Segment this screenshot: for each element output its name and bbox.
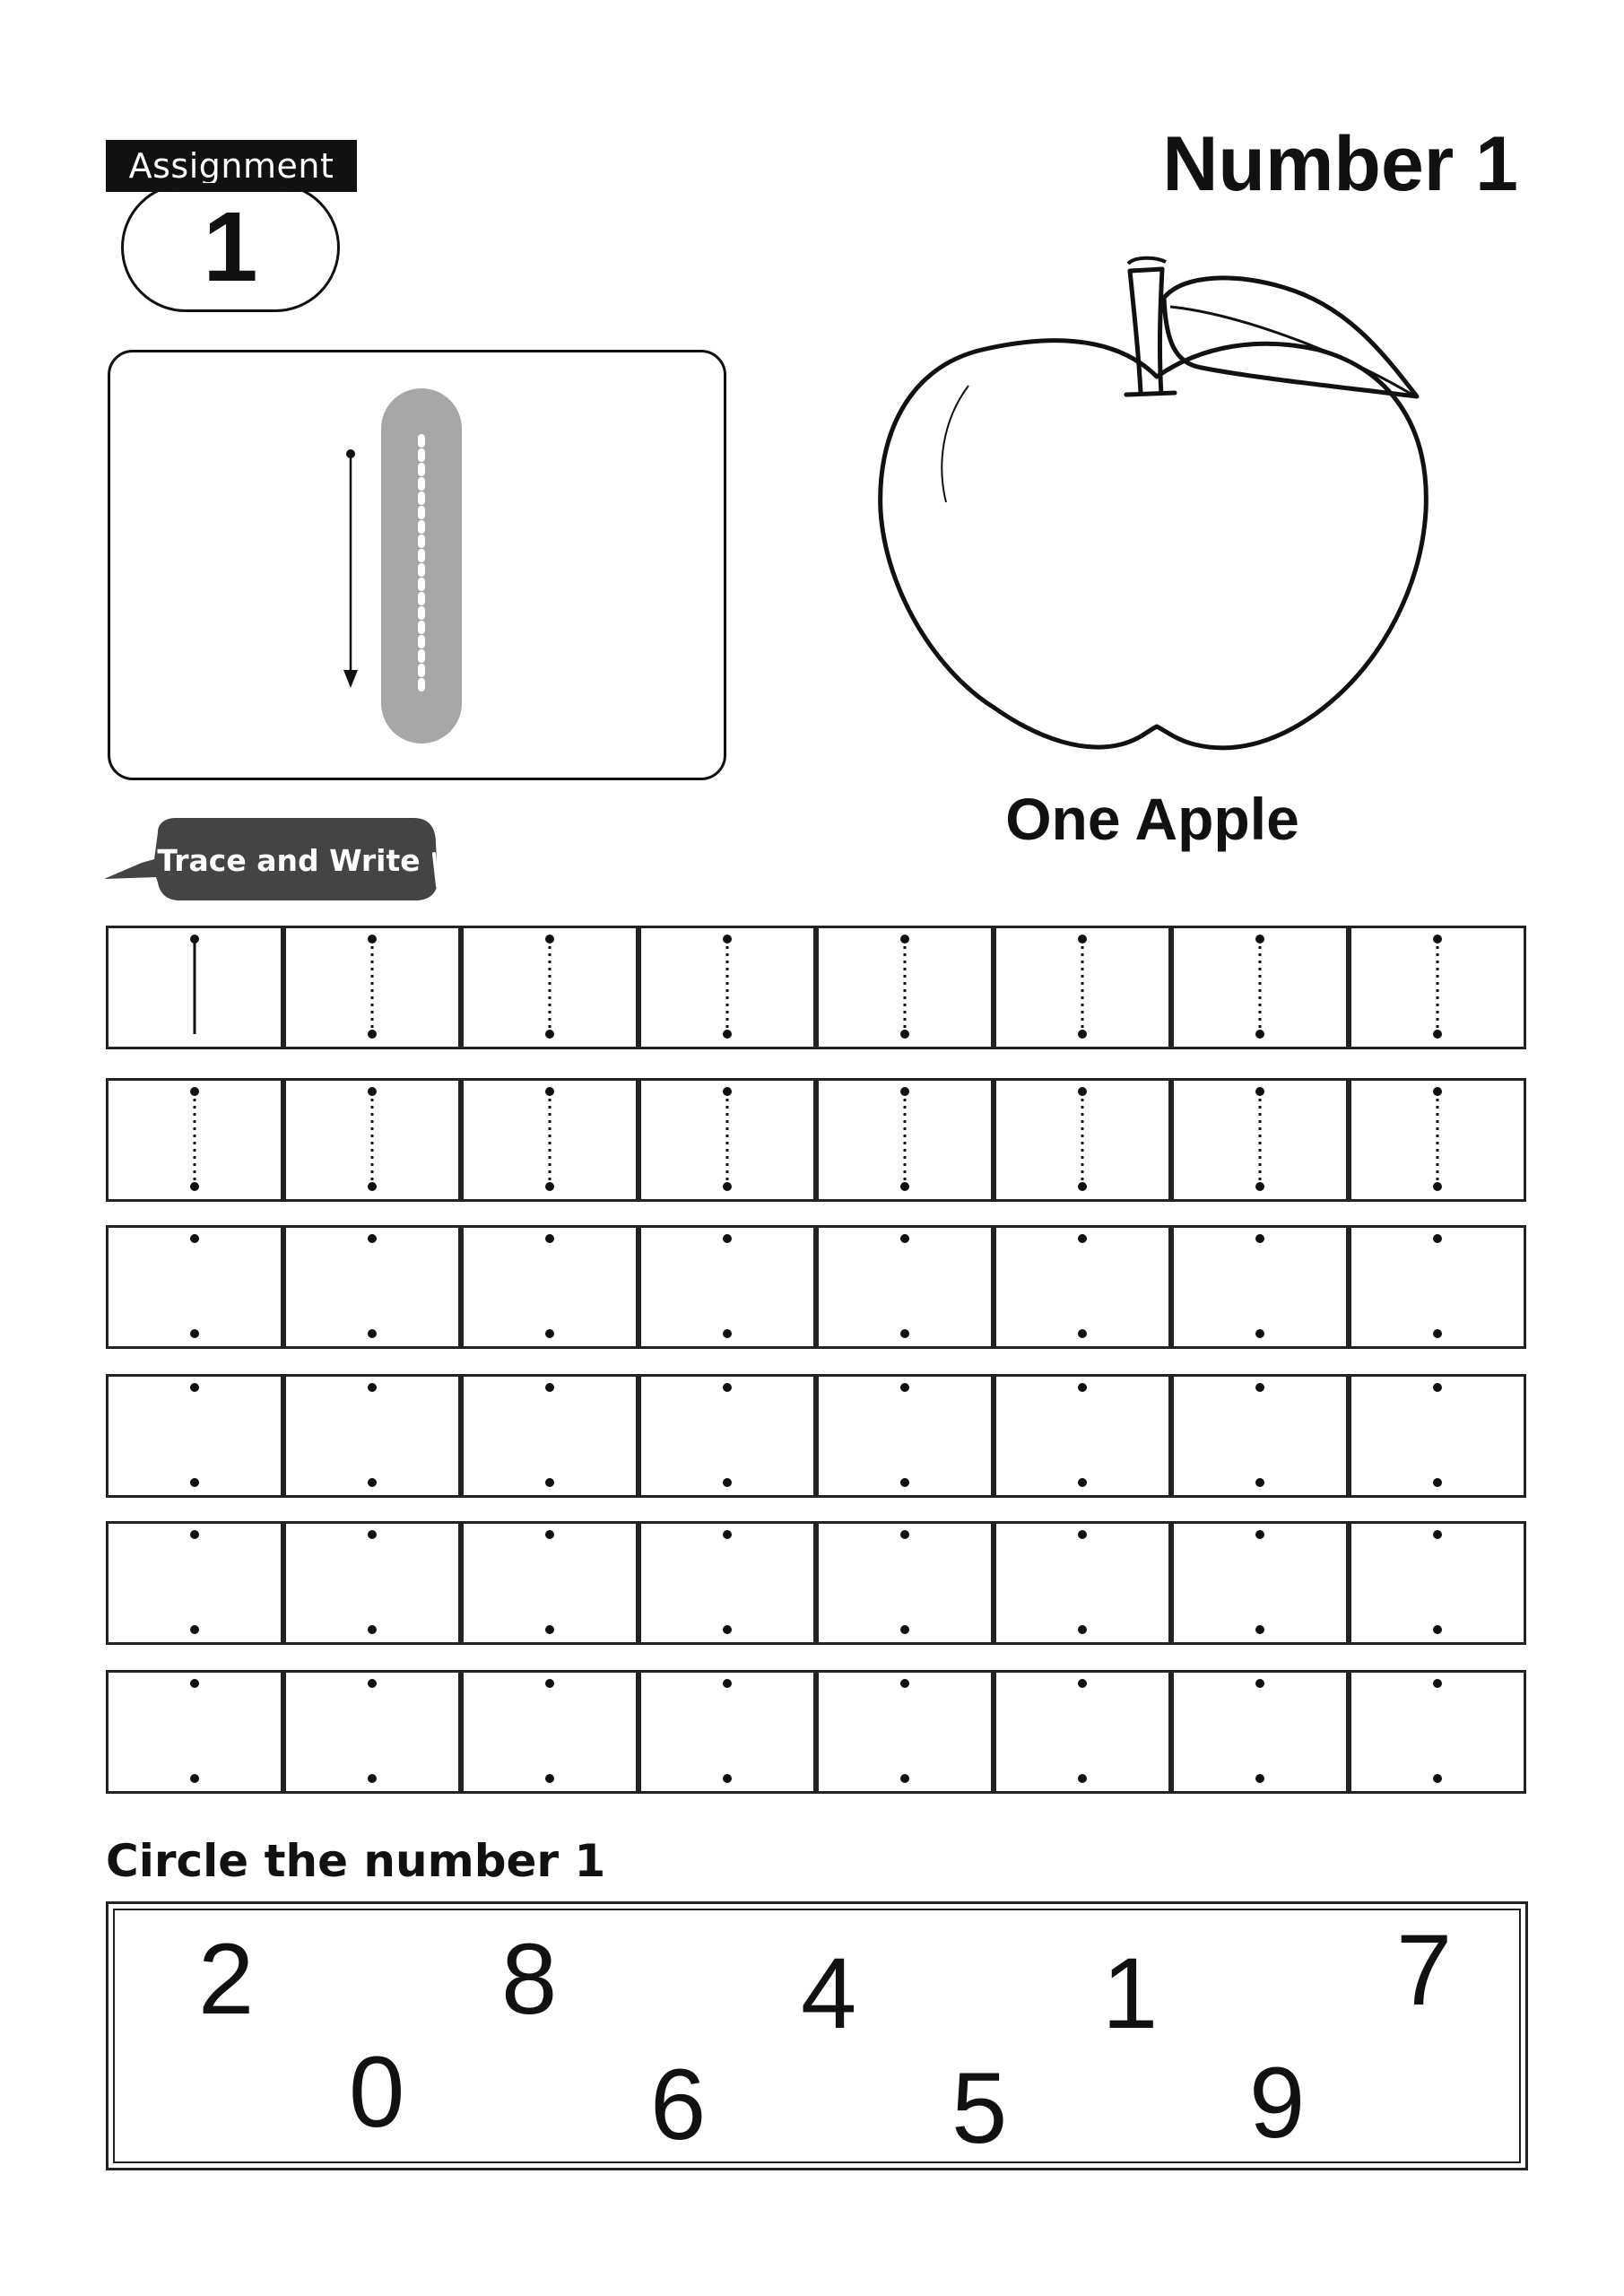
trace-row: [106, 1225, 1528, 1349]
end-dot: [368, 1182, 377, 1191]
start-dot: [368, 1087, 377, 1096]
arrow-down-icon: [343, 670, 358, 688]
end-dot: [368, 1774, 377, 1783]
trace-row: [106, 1374, 1528, 1498]
circle-number-box: [106, 1901, 1528, 2170]
trace-cell[interactable]: [816, 1078, 994, 1202]
trace-cell[interactable]: [461, 1225, 638, 1349]
end-dot: [1078, 1478, 1087, 1487]
trace-cell[interactable]: [994, 926, 1171, 1049]
end-dot: [1078, 1774, 1087, 1783]
trace-cell[interactable]: [1349, 1078, 1526, 1202]
end-dot: [190, 1625, 199, 1634]
trace-cell[interactable]: [283, 1078, 461, 1202]
circle-digit[interactable]: 6: [650, 2048, 707, 2161]
start-dot: [1255, 1530, 1264, 1539]
start-dot: [545, 1530, 554, 1539]
start-dot: [190, 1383, 199, 1392]
end-dot: [1433, 1182, 1442, 1191]
start-dot: [723, 1234, 732, 1243]
end-dot: [1078, 1030, 1087, 1039]
trace-cell[interactable]: [638, 1521, 816, 1645]
start-dot: [723, 1530, 732, 1539]
assignment-number: 1: [121, 183, 340, 312]
start-dot: [900, 1679, 909, 1688]
digit-demo-panel: [108, 350, 726, 780]
trace-cell[interactable]: [638, 926, 816, 1049]
end-dot: [900, 1182, 909, 1191]
end-dot: [900, 1030, 909, 1039]
trace-cell[interactable]: [1349, 1374, 1526, 1498]
trace-cell[interactable]: [106, 926, 283, 1049]
start-dot: [190, 1087, 199, 1096]
end-dot: [545, 1329, 554, 1338]
trace-cell[interactable]: [106, 1521, 283, 1645]
end-dot: [368, 1329, 377, 1338]
apple-icon: [861, 251, 1453, 771]
trace-cell[interactable]: [1349, 926, 1526, 1049]
trace-cell[interactable]: [1349, 1670, 1526, 1794]
trace-cell[interactable]: [994, 1670, 1171, 1794]
end-dot: [900, 1625, 909, 1634]
start-dot: [1078, 1087, 1087, 1096]
start-dot: [368, 1530, 377, 1539]
end-dot: [723, 1030, 732, 1039]
end-dot: [723, 1774, 732, 1783]
trace-cell[interactable]: [106, 1225, 283, 1349]
start-dot: [1433, 1234, 1442, 1243]
start-dot: [900, 1234, 909, 1243]
start-dot: [368, 1679, 377, 1688]
start-dot: [723, 1679, 732, 1688]
trace-row: [106, 926, 1528, 1049]
trace-cell[interactable]: [816, 1374, 994, 1498]
start-dot: [1255, 935, 1264, 944]
start-dot: [368, 935, 377, 944]
circle-digit[interactable]: 7: [1396, 1914, 1453, 2026]
end-dot: [723, 1625, 732, 1634]
end-dot: [1255, 1329, 1264, 1338]
end-dot: [190, 1774, 199, 1783]
trace-cell[interactable]: [638, 1078, 816, 1202]
trace-row: [106, 1670, 1528, 1794]
end-dot: [723, 1329, 732, 1338]
trace-cell[interactable]: [461, 926, 638, 1049]
trace-cell[interactable]: [816, 1521, 994, 1645]
trace-cell[interactable]: [106, 1374, 283, 1498]
trace-cell[interactable]: [461, 1374, 638, 1498]
start-dot: [1255, 1383, 1264, 1392]
trace-cell[interactable]: [638, 1670, 816, 1794]
trace-cell[interactable]: [816, 926, 994, 1049]
end-dot: [545, 1182, 554, 1191]
trace-cell[interactable]: [283, 1670, 461, 1794]
trace-cell[interactable]: [638, 1225, 816, 1349]
start-dot: [1433, 1087, 1442, 1096]
trace-cell[interactable]: [1171, 1670, 1349, 1794]
trace-cell[interactable]: [1171, 1225, 1349, 1349]
end-dot: [1433, 1625, 1442, 1634]
start-dot: [1433, 1383, 1442, 1392]
trace-cell[interactable]: [461, 1521, 638, 1645]
end-dot: [368, 1625, 377, 1634]
trace-cell[interactable]: [283, 1225, 461, 1349]
trace-cell[interactable]: [1171, 1078, 1349, 1202]
end-dot: [545, 1774, 554, 1783]
start-dot: [1433, 1530, 1442, 1539]
start-dot: [190, 1679, 199, 1688]
end-dot: [1078, 1182, 1087, 1191]
start-dot: [190, 1234, 199, 1243]
end-dot: [1255, 1478, 1264, 1487]
start-dot: [900, 1087, 909, 1096]
start-dot: [190, 1530, 199, 1539]
start-dot: [1078, 1530, 1087, 1539]
start-dot: [1078, 1383, 1087, 1392]
start-dot: [1433, 935, 1442, 944]
trace-cell[interactable]: [106, 1670, 283, 1794]
start-dot: [545, 1383, 554, 1392]
trace-cell[interactable]: [816, 1670, 994, 1794]
start-dot: [1255, 1087, 1264, 1096]
end-dot: [545, 1030, 554, 1039]
trace-cell[interactable]: [283, 1374, 461, 1498]
trace-cell[interactable]: [994, 1521, 1171, 1645]
end-dot: [1078, 1625, 1087, 1634]
end-dot: [1433, 1030, 1442, 1039]
start-dot: [900, 1530, 909, 1539]
start-dot: [368, 1234, 377, 1243]
start-dot: [723, 1087, 732, 1096]
end-dot: [1255, 1030, 1264, 1039]
end-dot: [1433, 1478, 1442, 1487]
start-dot: [1255, 1234, 1264, 1243]
circle-digit[interactable]: 5: [951, 2052, 1008, 2164]
end-dot: [190, 1182, 199, 1191]
trace-write-label: Trace and Write: [157, 843, 421, 878]
start-dot: [1078, 935, 1087, 944]
start-dot: [545, 1087, 554, 1096]
start-dot: [900, 935, 909, 944]
end-dot: [545, 1478, 554, 1487]
trace-cell[interactable]: [1171, 1374, 1349, 1498]
start-dot: [723, 935, 732, 944]
circle-digit[interactable]: 0: [349, 2036, 405, 2148]
end-dot: [1433, 1329, 1442, 1338]
end-dot: [1078, 1329, 1087, 1338]
end-dot: [190, 1329, 199, 1338]
apple-caption: One Apple: [1005, 786, 1299, 852]
end-dot: [545, 1625, 554, 1634]
trace-row: [106, 1078, 1528, 1202]
trace-cell[interactable]: [994, 1225, 1171, 1349]
trace-cell[interactable]: [461, 1078, 638, 1202]
circle-digit[interactable]: 2: [198, 1923, 255, 2035]
end-dot: [1433, 1774, 1442, 1783]
trace-cell[interactable]: [461, 1670, 638, 1794]
page-title: Number 1: [1162, 121, 1518, 207]
trace-cell[interactable]: [994, 1078, 1171, 1202]
circle-digit[interactable]: 8: [501, 1923, 558, 2035]
trace-row: [106, 1521, 1528, 1645]
circle-heading: Circle the number 1: [106, 1835, 606, 1887]
circle-digit[interactable]: 4: [801, 1937, 857, 2049]
circle-digit[interactable]: 9: [1249, 2047, 1306, 2159]
start-dot: [723, 1383, 732, 1392]
assignment-badge: Assignment: [106, 140, 357, 192]
circle-digit[interactable]: 1: [1102, 1937, 1159, 2049]
trace-cell[interactable]: [1171, 1521, 1349, 1645]
trace-cell[interactable]: [1349, 1225, 1526, 1349]
end-dot: [900, 1329, 909, 1338]
start-dot: [368, 1383, 377, 1392]
end-dot: [368, 1030, 377, 1039]
end-dot: [723, 1478, 732, 1487]
end-dot: [368, 1478, 377, 1487]
start-dot: [545, 1679, 554, 1688]
trace-cell[interactable]: [106, 1078, 283, 1202]
end-dot: [1255, 1182, 1264, 1191]
start-dot: [545, 1234, 554, 1243]
start-dot: [1078, 1679, 1087, 1688]
trace-cell[interactable]: [638, 1374, 816, 1498]
trace-cell[interactable]: [816, 1225, 994, 1349]
end-dot: [190, 1478, 199, 1487]
stroke-direction-diagram: [110, 352, 729, 783]
trace-cell[interactable]: [283, 1521, 461, 1645]
trace-cell[interactable]: [283, 926, 461, 1049]
start-dot: [545, 935, 554, 944]
end-dot: [723, 1182, 732, 1191]
trace-cell[interactable]: [1171, 926, 1349, 1049]
start-dot: [1255, 1679, 1264, 1688]
end-dot: [1255, 1774, 1264, 1783]
trace-cell[interactable]: [994, 1374, 1171, 1498]
start-dot: [1078, 1234, 1087, 1243]
start-dot: [900, 1383, 909, 1392]
end-dot: [1255, 1625, 1264, 1634]
end-dot: [900, 1774, 909, 1783]
end-dot: [900, 1478, 909, 1487]
start-dot: [1433, 1679, 1442, 1688]
trace-cell[interactable]: [1349, 1521, 1526, 1645]
start-dot: [190, 935, 199, 944]
